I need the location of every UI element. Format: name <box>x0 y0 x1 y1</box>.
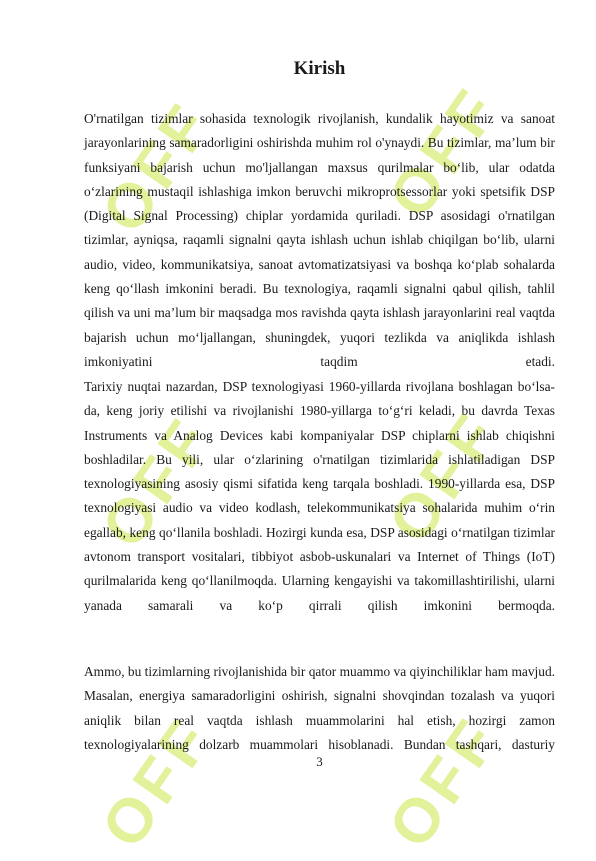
watermark-logo: OFF <box>88 404 227 561</box>
paragraph-history: Tarixiy nuqtai nazardan, DSP texnologiyasi 1960-yillarda rivojlana boshlagan bo‘lsa-da, keng joriy etilishi va rivojlanishi 1980-yillarga to‘g‘ri keladi, bu davrda Texas Instruments va Analog Devices kabi kompaniyalar DSP chiplarni ishlab chiqishni boshladilar. Bu yili, ular o‘zlarining o'rnatilgan tizimlarida ishlatiladigan DSP texnologiyasining asosiy qismi sifatida keng tarqala boshladi. 1990-yillarda esa, DSP texnologiyasi audio va video kodlash, telekommunikatsiya sohalarida muhim o‘rin egallab, keng qo‘llanila boshladi. Hozirgi kunda esa, DSP asosidagi o‘rnatilgan tizimlar avtonom transport vositalari, tibbiyot asbob-uskunalari va Internet of Things (IoT) qurilmalarida keng qo‘llanilmoqda. Ularning kengayishi va takomillashtirilishi, ularni yanada samarali va ko‘p qirrali qilish imkonini bermoqda. <box>84 379 555 613</box>
paragraph-challenges: Ammo, bu tizimlarning rivojlanishida bir qator muammo va qiyinchiliklar ham mavjud. Masalan, energiya samaradorligini oshirish, signalni shovqindan tozalash va yuqori aniqlik bilan real vaqtda ishlash muammolarini hal etish, hozirgi zamon texnologiyalarining dolzarb muammolari hisoblanadi. Bundan tashqari, dasturiy <box>84 664 555 752</box>
watermark-logo: OFF <box>88 704 227 861</box>
page-number: 3 <box>316 754 323 769</box>
paragraph-intro: O'rnatilgan tizimlar sohasida texnologik rivojlanish, kundalik hayotimiz va sanoat jarayonlarining samaradorligini oshirishda muhim rol o'ynaydi. Bu tizimlar, ma’lum bir funksiyani bajarish uchun mo'ljallangan maxsus qurilmalar bo‘lib, ular odatda o‘zlarining mustaqil ishlashiga imkon beruvchi mikroprotsessorlar yoki spetsifik DSP (Digital Signal Processing) chiplar yordamida quriladi. DSP asosidagi o'rnatilgan tizimlar, ayniqsa, raqamli signalni qayta ishlash uchun ishlab chiqilgan bo‘lib, ularni audio, video, kommunikatsiya, sanoat avtomatizatsiyasi va boshqa ko‘plab sohalarda keng qo‘llash imkonini beradi. Bu texnologiya, raqamli signalni qabul qilish, tahlil qilish va uni ma’lum bir maqsadga mos ravishda qayta ishlash jarayonlarini real vaqtda bajarish uchun mo‘ljallangan, shuningdek, yuqori tezlikda va aniqlikda ishlash imkoniyatini taqdim etadi. <box>84 111 555 369</box>
watermark-logo: OFF <box>88 89 227 246</box>
page-title: Kirish <box>293 58 346 79</box>
watermark-logo: OFF <box>375 399 514 556</box>
watermark-logo: OFF <box>375 704 514 861</box>
watermark-logo: OFF <box>375 74 514 231</box>
